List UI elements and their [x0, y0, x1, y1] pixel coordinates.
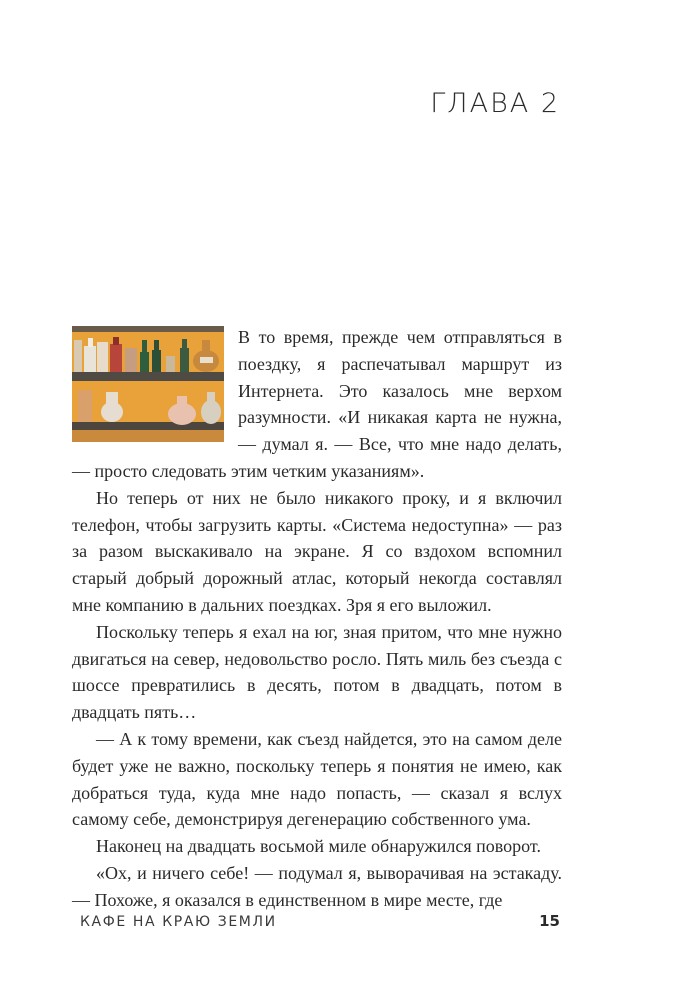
paragraph: Наконец на двадцать восьмой миле обнаружился поворот.	[96, 836, 541, 857]
paragraph: Но теперь от них не было никакого проку, и я включил телефон, чтобы загрузить карты. «Система недоступна» — раз за разом выскакивало на экране. Я со вздохом вспомнил старый добрый дорожный атлас, который некогда составлял мне компанию в дальних поездках. Зря я его выложил.	[72, 487, 562, 615]
paragraph: В то время, прежде чем отправляться в поездку, я распечатывал маршрут из Интернета. Это казалось мне верхом разумности. «И никакая карта не нужна, — думал я. — Все, что мне надо делать, — просто следовать этим четким указаниям».	[72, 327, 562, 481]
illustration-space	[72, 324, 224, 442]
chapter-text	[72, 324, 562, 914]
page-number: 15	[539, 912, 560, 930]
paragraph: «Ох, и ничего себе! — подумал я, выворачивая на эстакаду. — Похоже, я оказался в единственном в мире месте, где	[72, 862, 562, 910]
paragraph: — А к тому времени, как съезд найдется, это на самом деле будет уже не важно, поскольку теперь я понятия не имею, как добраться туда, куда мне надо попасть, — сказал я вслух самому себе, демонстрируя дегенерацию собственного ума.	[72, 728, 562, 830]
running-footer-title: КАФЕ НА КРАЮ ЗЕМЛИ	[80, 914, 277, 930]
paragraph: Поскольку теперь я ехал на юг, зная притом, что мне нужно двигаться на север, недовольство росло. Пять миль без съезда с шоссе превратились в десять, потом в двадцать, потом в двадцать пять…	[72, 621, 562, 723]
chapter-title: ГЛАВА 2	[430, 88, 560, 119]
